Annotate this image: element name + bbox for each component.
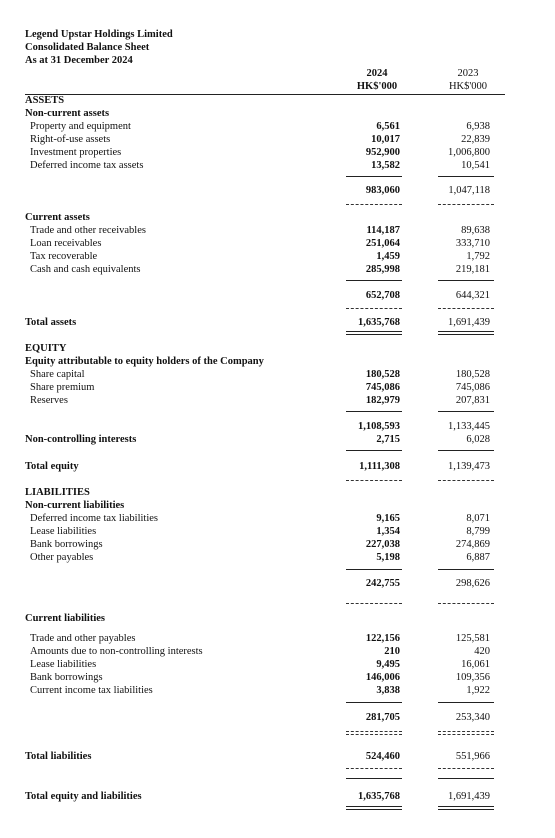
value-2023: 644,321 [455,290,490,301]
value-2023: 22,839 [461,134,490,145]
column-2024-currency: HK$'000 [356,81,398,92]
subtotal-rule [438,778,494,779]
value-2023: 420 [474,646,490,657]
value-2024: 652,708 [365,290,400,301]
row-label: Lease liabilities [30,526,97,537]
value-2024: 242,755 [365,578,400,589]
subtotal-rule [346,450,402,451]
noncurrent-liabilities-heading: Non-current liabilities [25,500,125,511]
header-rule [25,94,505,95]
dashed-rule [438,731,494,732]
value-2023: 16,061 [461,659,490,670]
equity-attributable-heading: Equity attributable to equity holders of the Company [25,356,264,367]
dashed-rule [346,204,402,205]
row-label: Reserves [30,395,68,406]
value-2023: 1,047,118 [448,185,490,196]
dashed-rule [438,734,494,735]
value-2023: 125,581 [455,633,490,644]
value-2023: 89,638 [461,225,490,236]
value-2023: 551,966 [455,751,490,762]
value-2024: 281,705 [365,712,400,723]
row-label: Amounts due to non-controlling interests [30,646,203,657]
dashed-rule [438,204,494,205]
row-label: Investment properties [30,147,122,158]
row-label: Lease liabilities [30,659,97,670]
value-2024: 227,038 [365,539,400,550]
value-2023: 298,626 [455,578,490,589]
row-label: Cash and cash equivalents [30,264,141,275]
subtotal-rule [438,569,494,570]
current-liabilities-heading: Current liabilities [25,613,106,624]
value-2023: 1,922 [466,685,490,696]
column-2024-year: 2024 [366,68,388,79]
subtotal-rule [346,778,402,779]
row-label: Loan receivables [30,238,102,249]
value-2024: 285,998 [365,264,400,275]
value-2023: 219,181 [455,264,490,275]
subtotal-rule [438,280,494,281]
row-label: Bank borrowings [30,539,103,550]
value-2024: 5,198 [376,552,400,563]
value-2024: 9,495 [376,659,400,670]
subtotal-rule [346,176,402,177]
value-2024: 10,017 [371,134,400,145]
value-2024: 1,108,593 [358,421,400,432]
equity-heading: EQUITY [25,343,67,354]
value-2024: 180,528 [365,369,400,380]
row-label: Property and equipment [30,121,131,132]
subtotal-rule [346,280,402,281]
row-label: Total equity and liabilities [25,791,142,802]
value-2023: 1,792 [466,251,490,262]
value-2024: 952,900 [365,147,400,158]
value-2023: 333,710 [455,238,490,249]
subtotal-rule [346,411,402,412]
value-2023: 1,139,473 [448,461,490,472]
row-label: Non-controlling interests [25,434,137,445]
statement-title: Consolidated Balance Sheet [25,42,150,53]
value-2024: 6,561 [376,121,400,132]
dashed-rule [346,480,402,481]
row-label: Current income tax liabilities [30,685,153,696]
value-2024: 210 [384,646,400,657]
value-2023: 1,133,445 [448,421,490,432]
value-2023: 207,831 [455,395,490,406]
subtotal-rule [438,702,494,703]
double-rule [346,806,402,807]
row-label: Tax recoverable [30,251,98,262]
value-2023: 6,938 [466,121,490,132]
dashed-rule [438,308,494,309]
value-2024: 1,635,768 [358,791,400,802]
row-label: Share capital [30,369,85,380]
dashed-rule [346,768,402,769]
column-2023-currency: HK$'000 [448,81,488,92]
double-rule [438,806,494,807]
dashed-rule [346,308,402,309]
value-2024: 251,064 [365,238,400,249]
value-2023: 8,071 [466,513,490,524]
row-label: Total equity [25,461,79,472]
double-rule [346,809,402,810]
dashed-rule [346,734,402,735]
value-2024: 122,156 [365,633,400,644]
column-2023-year: 2023 [457,68,479,79]
liabilities-heading: LIABILITIES [25,487,90,498]
noncurrent-assets-heading: Non-current assets [25,108,110,119]
dashed-rule [346,603,402,604]
double-rule [438,331,494,332]
value-2023: 10,541 [461,160,490,171]
value-2024: 745,086 [365,382,400,393]
value-2024: 1,459 [376,251,400,262]
row-label: Share premium [30,382,95,393]
double-rule [346,334,402,335]
double-rule [438,334,494,335]
double-rule [346,331,402,332]
dashed-rule [438,768,494,769]
value-2023: 745,086 [455,382,490,393]
value-2024: 1,111,308 [359,461,400,472]
dashed-rule [438,603,494,604]
dashed-rule [346,731,402,732]
value-2023: 180,528 [455,369,490,380]
double-rule [438,809,494,810]
company-name: Legend Upstar Holdings Limited [25,29,173,40]
value-2023: 1,691,439 [448,317,490,328]
subtotal-rule [346,702,402,703]
subtotal-rule [438,450,494,451]
value-2023: 6,887 [466,552,490,563]
value-2023: 274,869 [455,539,490,550]
row-label: Deferred income tax liabilities [30,513,158,524]
value-2023: 8,799 [466,526,490,537]
value-2023: 1,691,439 [448,791,490,802]
row-label: Bank borrowings [30,672,103,683]
row-label: Total liabilities [25,751,92,762]
subtotal-rule [346,569,402,570]
row-label: Total assets [25,317,77,328]
value-2024: 9,165 [376,513,400,524]
value-2023: 1,006,800 [448,147,490,158]
value-2024: 3,838 [376,685,400,696]
row-label: Other payables [30,552,94,563]
row-label: Trade and other receivables [30,225,146,236]
value-2024: 524,460 [365,751,400,762]
subtotal-rule [438,411,494,412]
row-label: Deferred income tax assets [30,160,144,171]
value-2023: 6,028 [466,434,490,445]
current-assets-heading: Current assets [25,212,90,223]
value-2024: 1,354 [376,526,400,537]
value-2023: 253,340 [455,712,490,723]
dashed-rule [438,480,494,481]
value-2024: 13,582 [371,160,400,171]
row-label: Trade and other payables [30,633,136,644]
value-2024: 983,060 [365,185,400,196]
value-2024: 182,979 [365,395,400,406]
value-2024: 2,715 [376,434,400,445]
subtotal-rule [438,176,494,177]
statement-date: As at 31 December 2024 [25,55,133,66]
value-2024: 1,635,768 [358,317,400,328]
value-2023: 109,356 [455,672,490,683]
value-2024: 146,006 [365,672,400,683]
assets-heading: ASSETS [25,95,65,106]
value-2024: 114,187 [366,225,400,236]
row-label: Right-of-use assets [30,134,111,145]
